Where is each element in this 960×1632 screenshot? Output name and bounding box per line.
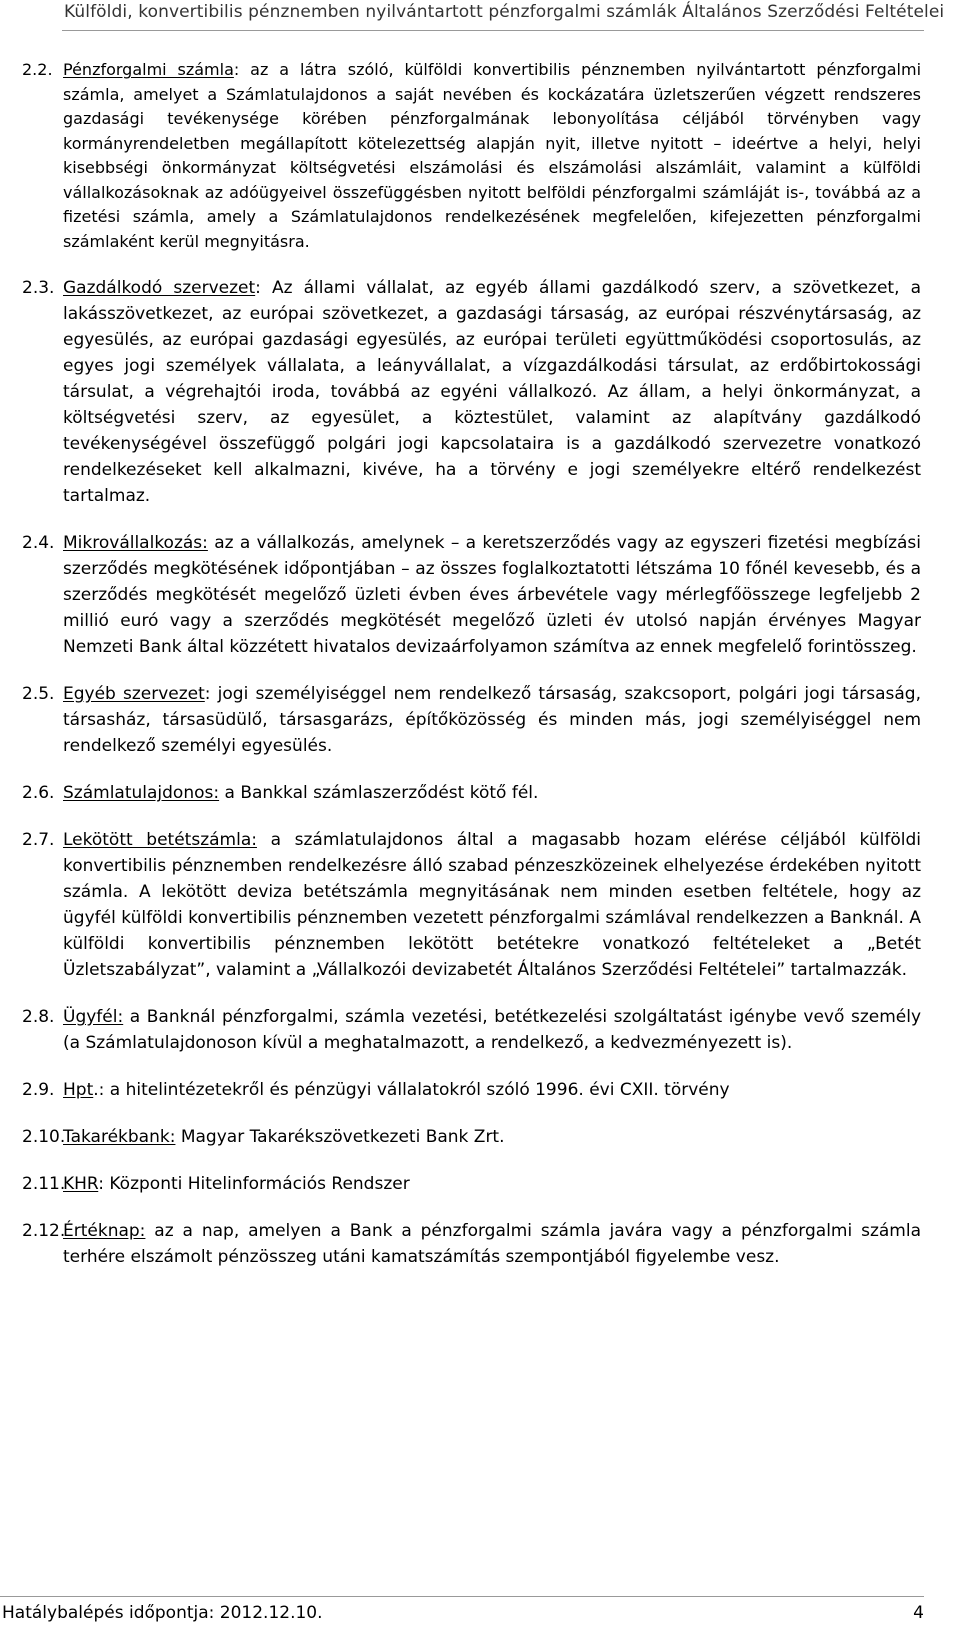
defined-term: Ügyfél:: [63, 1007, 124, 1027]
definition-text: [63, 827, 921, 983]
item-number: 2.12.: [22, 1221, 66, 1241]
defined-term: Egyéb szervezet: [63, 684, 205, 704]
defined-term: Mikrovállalkozás:: [63, 533, 208, 553]
definition-text: [63, 1171, 921, 1197]
defined-term: Lekötött betétszámla:: [63, 830, 257, 850]
item-number: 2.10.: [22, 1127, 66, 1147]
definition-body: Központi Hitelinformációs Rendszer: [103, 1174, 410, 1194]
item-number: 2.7.: [22, 830, 55, 850]
definition-item: [0, 1218, 960, 1270]
definition-body: az a vállalkozás, amelynek – a keretszerződés vagy az egyszeri fizetési megbízási szerződés megkötésének időpontjában – az összes foglalkoztatotti létszáma 10 főnél kevesebb, és a szerződés megkötését megelőző üzleti évben éves árbevétele vagy mérlegfőösszege legfeljebb 2 millió euró vagy a szerződés megkötését megelőző üzleti év utolsó napján érvényes Magyar Nemzeti Bank által közzétett hivatalos devizaárfolyamon számítva az ennek megfelelő forintösszeg.: [63, 533, 921, 657]
definition-text: [63, 1077, 921, 1103]
item-number: 2.11.: [22, 1174, 66, 1194]
definition-body: a Bankkal számlaszerződést kötő fél.: [219, 783, 539, 803]
term-suffix: :: [255, 278, 261, 298]
defined-term: Gazdálkodó szervezet: [63, 278, 256, 298]
document-body: [0, 58, 960, 1291]
definition-item: [0, 827, 960, 983]
defined-term: Pénzforgalmi számla: [63, 60, 234, 79]
definition-item: [0, 780, 960, 806]
definition-body: a hitelintézetekről és pénzügyi vállalatokról szóló 1996. évi CXII. törvény: [104, 1080, 730, 1100]
item-number: 2.2.: [22, 60, 53, 79]
definition-item: [0, 1124, 960, 1150]
term-suffix: :: [98, 1174, 104, 1194]
term-suffix: :: [233, 60, 240, 79]
defined-term: Számlatulajdonos:: [63, 783, 220, 803]
definition-item: [0, 1004, 960, 1056]
definition-body: a számlatulajdonos által a magasabb hozam elérése céljából külföldi konvertibilis pénznemben rendelkezésre álló szabad pénzeszközeinek elhelyezése érdekében nyitott számla. A lekötött deviza betétszámla megnyitásának nem minden esetben feltétele, hogy az ügyfél külföldi konvertibilis pénznemben vezetett pénzforgalmi számlával rendelkezzen a Banknál. A külföldi konvertibilis pénznemben lekötött betétekre vonatkozó feltételeket a „Betét Üzletszabályzat”, valamint a „Vállalkozói devizabetét Általános Szerződési Feltételei” tartalmazzák.: [63, 830, 921, 980]
term-suffix: :: [204, 684, 211, 704]
definition-item: [0, 681, 960, 759]
definition-item: [0, 58, 960, 254]
item-number: 2.4.: [22, 533, 55, 553]
definition-item: [0, 530, 960, 660]
defined-term: KHR: [63, 1174, 99, 1194]
definition-item: [0, 275, 960, 509]
definition-body: az a nap, amelyen a Bank a pénzforgalmi számla javára vagy a pénzforgalmi számla terhére elszámolt pénzösszeg utáni kamatszámítás szempontjából figyelembe vesz.: [63, 1221, 921, 1267]
definition-text: [63, 1218, 921, 1270]
term-suffix: .:: [93, 1080, 105, 1100]
definition-body: az a látra szóló, külföldi konvertibilis pénznemben nyilvántartott pénzforgalmi számla, amelyet a Számlatulajdonos a saját nevében és kockázatára üzletszerűen végzett rendszeres gazdasági tevékenysége körében pénzforgalmának lebonyolítása céljából törvényben vagy kormányrendeletben megállapított kötelezettség alapján nyit, illetve nyitott – ideértve a helyi, helyi kisebbségi önkormányzat költségvetési elszámolási és elszámolási alszámláit, valamint a külföldi vállalkozásoknak az adóügyeivel összefüggésben nyitott belföldi pénzforgalmi számláját is-, továbbá az a fizetési számla, amely a Számlatulajdonos rendelkezésének megfelelően, kifejezetten pénzforgalmi számlaként kerül megnyitásra.: [63, 60, 922, 251]
definition-body: Az állami vállalat, az egyéb állami gazdálkodó szerv, a szövetkezet, a lakásszövetkezet, az európai szövetkezet, a gazdasági társaság, az európai részvénytársaság, az egyesülés, az európai gazdasági egyesülés, az európai területi együttműködési csoportosulás, az egyes jogi személyek vállalata, a leányvállalat, a vízgazdálkodási társulat, az erdőbirtokossági társulat, a végrehajtói iroda, továbbá az egyéni vállalkozó. Az állam, a helyi önkormányzat, a költségvetési szerv, az egyesület, a köztestület, valamint az alapítvány gazdálkodó tevékenységével összefüggő polgári jogi kapcsolataira is a gazdálkodó szervezetre vonatkozó rendelkezéseket kell alkalmazni, kivéve, ha a törvény e jogi személyekre eltérő rendelkezést tartalmaz.: [63, 278, 921, 506]
item-number: 2.5.: [22, 684, 55, 704]
definition-text: [63, 58, 921, 254]
definition-text: [63, 780, 921, 806]
definition-body: jogi személyiséggel nem rendelkező társaság, szakcsoport, polgári jogi társaság, társasház, társasüdülő, társasgarázs, építőközösség és minden más, jogi személyiséggel nem rendelkező személyi egyesülés.: [63, 684, 921, 756]
definition-body: a Banknál pénzforgalmi, számla vezetési, betétkezelési szolgáltatást igénybe vevő személy (a Számlatulajdonoson kívül a meghatalmazott, a rendelkező, a kedvezményezett is).: [63, 1007, 921, 1053]
effective-date: Hatálybalépés időpontja: 2012.12.10.: [2, 1603, 323, 1623]
page-number: 4: [913, 1603, 924, 1623]
item-number: 2.3.: [22, 278, 55, 298]
header-divider: [62, 30, 924, 31]
definition-text: [63, 530, 921, 660]
defined-term: Takarékbank:: [63, 1127, 176, 1147]
footer-divider: [0, 1596, 924, 1597]
definition-text: [63, 1004, 921, 1056]
item-number: 2.9.: [22, 1080, 55, 1100]
definition-text: [63, 681, 921, 759]
item-number: 2.6.: [22, 783, 55, 803]
defined-term: Hpt: [63, 1080, 94, 1100]
definition-text: [63, 275, 921, 509]
item-number: 2.8.: [22, 1007, 55, 1027]
definition-body: Magyar Takarékszövetkezeti Bank Zrt.: [175, 1127, 505, 1147]
definition-item: [0, 1171, 960, 1197]
defined-term: Értéknap:: [63, 1221, 146, 1241]
definition-item: [0, 1077, 960, 1103]
definition-text: [63, 1124, 921, 1150]
page-header: Külföldi, konvertibilis pénznemben nyilvántartott pénzforgalmi számlák Általános Szerződési Feltételei: [64, 2, 945, 22]
